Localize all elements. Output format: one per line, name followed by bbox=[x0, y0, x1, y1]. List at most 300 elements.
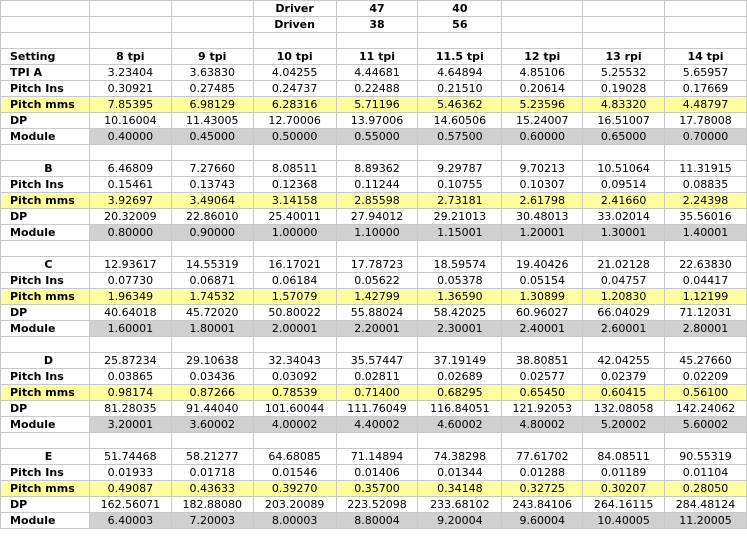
value-cell[interactable]: 38.80851 bbox=[502, 353, 583, 369]
value-cell[interactable]: 6.98129 bbox=[171, 97, 253, 113]
value-cell[interactable]: 15.24007 bbox=[502, 113, 583, 129]
value-cell[interactable]: 0.20614 bbox=[502, 81, 583, 97]
empty-cell[interactable] bbox=[583, 17, 665, 33]
empty-cell[interactable] bbox=[1, 145, 90, 161]
value-cell[interactable]: 223.52098 bbox=[336, 497, 418, 513]
value-cell[interactable]: 0.30207 bbox=[583, 481, 665, 497]
value-cell[interactable]: 4.80002 bbox=[502, 417, 583, 433]
value-cell[interactable]: 22.86010 bbox=[171, 209, 253, 225]
driver-value-a[interactable]: 47 bbox=[336, 1, 418, 17]
value-cell[interactable]: 142.24062 bbox=[665, 401, 747, 417]
empty-cell[interactable] bbox=[89, 145, 171, 161]
value-cell[interactable]: 0.05622 bbox=[336, 273, 418, 289]
empty-cell[interactable] bbox=[502, 17, 583, 33]
value-cell[interactable]: 2.30001 bbox=[418, 321, 502, 337]
value-cell[interactable]: 16.51007 bbox=[583, 113, 665, 129]
column-header[interactable] bbox=[502, 49, 583, 65]
value-cell[interactable]: 0.43633 bbox=[171, 481, 253, 497]
value-cell[interactable]: 58.21277 bbox=[171, 449, 253, 465]
value-cell[interactable]: 6.40003 bbox=[89, 513, 171, 529]
value-cell[interactable]: 0.98174 bbox=[89, 385, 171, 401]
empty-cell[interactable] bbox=[583, 241, 665, 257]
value-cell[interactable]: 4.00002 bbox=[253, 417, 336, 433]
empty-cell[interactable] bbox=[665, 33, 747, 49]
empty-cell[interactable] bbox=[336, 241, 418, 257]
value-cell[interactable]: 0.01933 bbox=[89, 465, 171, 481]
value-cell[interactable]: 0.12368 bbox=[253, 177, 336, 193]
empty-cell[interactable] bbox=[171, 145, 253, 161]
group-label[interactable]: E bbox=[1, 449, 90, 465]
value-cell[interactable]: 35.57447 bbox=[336, 353, 418, 369]
row-label[interactable]: Module bbox=[1, 417, 90, 433]
value-cell[interactable]: 66.04029 bbox=[583, 305, 665, 321]
empty-cell[interactable] bbox=[336, 433, 418, 449]
empty-cell[interactable] bbox=[336, 337, 418, 353]
value-cell[interactable]: 91.44040 bbox=[171, 401, 253, 417]
value-cell[interactable]: 1.20830 bbox=[583, 289, 665, 305]
empty-cell[interactable] bbox=[418, 337, 502, 353]
row-label[interactable]: Pitch Ins bbox=[1, 465, 90, 481]
value-cell[interactable]: 11.43005 bbox=[171, 113, 253, 129]
value-cell[interactable]: 1.80001 bbox=[171, 321, 253, 337]
empty-cell[interactable] bbox=[583, 433, 665, 449]
value-cell[interactable]: 1.12199 bbox=[665, 289, 747, 305]
value-cell[interactable]: 7.20003 bbox=[171, 513, 253, 529]
value-cell[interactable]: 2.24398 bbox=[665, 193, 747, 209]
value-cell[interactable]: 8.00003 bbox=[253, 513, 336, 529]
value-cell[interactable]: 90.55319 bbox=[665, 449, 747, 465]
value-cell[interactable]: 0.65000 bbox=[583, 129, 665, 145]
value-cell[interactable]: 2.40001 bbox=[502, 321, 583, 337]
value-cell[interactable]: 0.71400 bbox=[336, 385, 418, 401]
value-cell[interactable]: 1.20001 bbox=[502, 225, 583, 241]
value-cell[interactable]: 84.08511 bbox=[583, 449, 665, 465]
value-cell[interactable]: 42.04255 bbox=[583, 353, 665, 369]
value-cell[interactable]: 22.63830 bbox=[665, 257, 747, 273]
value-cell[interactable]: 4.04255 bbox=[253, 65, 336, 81]
value-cell[interactable]: 25.87234 bbox=[89, 353, 171, 369]
empty-cell[interactable] bbox=[665, 433, 747, 449]
value-cell[interactable]: 0.02689 bbox=[418, 369, 502, 385]
value-cell[interactable]: 0.19028 bbox=[583, 81, 665, 97]
value-cell[interactable]: 16.17021 bbox=[253, 257, 336, 273]
row-label[interactable]: Pitch mms bbox=[1, 289, 90, 305]
empty-cell[interactable] bbox=[1, 1, 90, 17]
row-label[interactable]: Pitch mms bbox=[1, 97, 90, 113]
empty-cell[interactable] bbox=[89, 17, 171, 33]
value-cell[interactable]: 77.61702 bbox=[502, 449, 583, 465]
empty-cell[interactable] bbox=[665, 17, 747, 33]
empty-cell[interactable] bbox=[253, 33, 336, 49]
value-cell[interactable]: 116.84051 bbox=[418, 401, 502, 417]
empty-cell[interactable] bbox=[418, 241, 502, 257]
value-cell[interactable]: 182.88080 bbox=[171, 497, 253, 513]
empty-cell[interactable] bbox=[89, 1, 171, 17]
value-cell[interactable]: 71.14894 bbox=[336, 449, 418, 465]
value-cell[interactable]: 3.63830 bbox=[171, 65, 253, 81]
value-cell[interactable]: 0.49087 bbox=[89, 481, 171, 497]
value-cell[interactable]: 10.16004 bbox=[89, 113, 171, 129]
value-cell[interactable]: 9.60004 bbox=[502, 513, 583, 529]
empty-cell[interactable] bbox=[418, 33, 502, 49]
value-cell[interactable]: 9.70213 bbox=[502, 161, 583, 177]
row-label[interactable]: Module bbox=[1, 513, 90, 529]
value-cell[interactable]: 3.92697 bbox=[89, 193, 171, 209]
value-cell[interactable]: 17.78008 bbox=[665, 113, 747, 129]
value-cell[interactable]: 25.40011 bbox=[253, 209, 336, 225]
value-cell[interactable]: 4.60002 bbox=[418, 417, 502, 433]
value-cell[interactable]: 0.06871 bbox=[171, 273, 253, 289]
value-cell[interactable]: 14.55319 bbox=[171, 257, 253, 273]
row-label[interactable]: Pitch mms bbox=[1, 385, 90, 401]
value-cell[interactable]: 0.87266 bbox=[171, 385, 253, 401]
value-cell[interactable]: 1.30899 bbox=[502, 289, 583, 305]
empty-cell[interactable] bbox=[665, 145, 747, 161]
value-cell[interactable]: 1.60001 bbox=[89, 321, 171, 337]
row-label[interactable]: Pitch Ins bbox=[1, 273, 90, 289]
driver-value-b[interactable]: 40 bbox=[418, 1, 502, 17]
value-cell[interactable]: 1.42799 bbox=[336, 289, 418, 305]
value-cell[interactable]: 71.12031 bbox=[665, 305, 747, 321]
value-cell[interactable]: 0.01104 bbox=[665, 465, 747, 481]
value-cell[interactable]: 111.76049 bbox=[336, 401, 418, 417]
group-label[interactable]: D bbox=[1, 353, 90, 369]
value-cell[interactable]: 1.10000 bbox=[336, 225, 418, 241]
value-cell[interactable]: 20.32009 bbox=[89, 209, 171, 225]
value-cell[interactable]: 58.42025 bbox=[418, 305, 502, 321]
value-cell[interactable]: 0.02577 bbox=[502, 369, 583, 385]
value-cell[interactable]: 0.05154 bbox=[502, 273, 583, 289]
value-cell[interactable]: 8.80004 bbox=[336, 513, 418, 529]
empty-cell[interactable] bbox=[253, 145, 336, 161]
value-cell[interactable]: 0.40000 bbox=[89, 129, 171, 145]
value-cell[interactable]: 0.57500 bbox=[418, 129, 502, 145]
value-cell[interactable]: 4.40002 bbox=[336, 417, 418, 433]
value-cell[interactable]: 0.01546 bbox=[253, 465, 336, 481]
row-label[interactable]: DP bbox=[1, 209, 90, 225]
empty-cell[interactable] bbox=[171, 1, 253, 17]
group-label[interactable]: B bbox=[1, 161, 90, 177]
empty-cell[interactable] bbox=[502, 241, 583, 257]
value-cell[interactable]: 19.40426 bbox=[502, 257, 583, 273]
value-cell[interactable]: 3.20001 bbox=[89, 417, 171, 433]
empty-cell[interactable] bbox=[583, 145, 665, 161]
empty-cell[interactable] bbox=[418, 433, 502, 449]
column-header[interactable] bbox=[171, 49, 253, 65]
value-cell[interactable]: 0.55000 bbox=[336, 129, 418, 145]
value-cell[interactable]: 0.10755 bbox=[418, 177, 502, 193]
value-cell[interactable]: 4.48797 bbox=[665, 97, 747, 113]
value-cell[interactable]: 0.50000 bbox=[253, 129, 336, 145]
value-cell[interactable]: 0.21510 bbox=[418, 81, 502, 97]
value-cell[interactable]: 0.90000 bbox=[171, 225, 253, 241]
value-cell[interactable]: 0.80000 bbox=[89, 225, 171, 241]
empty-cell[interactable] bbox=[253, 337, 336, 353]
value-cell[interactable]: 4.64894 bbox=[418, 65, 502, 81]
value-cell[interactable]: 132.08058 bbox=[583, 401, 665, 417]
value-cell[interactable]: 11.20005 bbox=[665, 513, 747, 529]
empty-cell[interactable] bbox=[171, 337, 253, 353]
empty-cell[interactable] bbox=[502, 33, 583, 49]
value-cell[interactable]: 55.88024 bbox=[336, 305, 418, 321]
empty-cell[interactable] bbox=[1, 241, 90, 257]
value-cell[interactable]: 17.78723 bbox=[336, 257, 418, 273]
value-cell[interactable]: 4.85106 bbox=[502, 65, 583, 81]
column-header[interactable] bbox=[418, 49, 502, 65]
value-cell[interactable]: 0.03865 bbox=[89, 369, 171, 385]
value-cell[interactable]: 121.92053 bbox=[502, 401, 583, 417]
empty-cell[interactable] bbox=[1, 17, 90, 33]
value-cell[interactable]: 35.56016 bbox=[665, 209, 747, 225]
empty-cell[interactable] bbox=[171, 33, 253, 49]
value-cell[interactable]: 60.96027 bbox=[502, 305, 583, 321]
value-cell[interactable]: 0.02209 bbox=[665, 369, 747, 385]
value-cell[interactable]: 0.09514 bbox=[583, 177, 665, 193]
group-label[interactable]: TPI A bbox=[1, 65, 90, 81]
value-cell[interactable]: 45.27660 bbox=[665, 353, 747, 369]
empty-cell[interactable] bbox=[583, 337, 665, 353]
module-row bbox=[1, 513, 747, 529]
value-cell[interactable]: 0.60000 bbox=[502, 129, 583, 145]
empty-cell[interactable] bbox=[171, 17, 253, 33]
value-cell[interactable]: 0.65450 bbox=[502, 385, 583, 401]
value-cell[interactable]: 0.08835 bbox=[665, 177, 747, 193]
empty-cell[interactable] bbox=[89, 241, 171, 257]
value-cell[interactable]: 3.60002 bbox=[171, 417, 253, 433]
value-cell[interactable]: 0.15461 bbox=[89, 177, 171, 193]
value-cell[interactable]: 0.30921 bbox=[89, 81, 171, 97]
value-cell[interactable]: 2.41660 bbox=[583, 193, 665, 209]
empty-cell[interactable] bbox=[253, 241, 336, 257]
row-label[interactable]: Module bbox=[1, 129, 90, 145]
value-cell[interactable]: 1.15001 bbox=[418, 225, 502, 241]
value-cell[interactable]: 2.61798 bbox=[502, 193, 583, 209]
value-cell[interactable]: 0.13743 bbox=[171, 177, 253, 193]
value-cell[interactable]: 0.32725 bbox=[502, 481, 583, 497]
setting-header[interactable]: Setting bbox=[1, 49, 90, 65]
empty-cell[interactable] bbox=[665, 241, 747, 257]
empty-cell[interactable] bbox=[336, 145, 418, 161]
empty-cell[interactable] bbox=[336, 33, 418, 49]
value-cell[interactable]: 33.02014 bbox=[583, 209, 665, 225]
value-cell[interactable]: 203.20089 bbox=[253, 497, 336, 513]
value-cell[interactable]: 74.38298 bbox=[418, 449, 502, 465]
row-label[interactable]: DP bbox=[1, 497, 90, 513]
value-cell[interactable]: 5.46362 bbox=[418, 97, 502, 113]
value-cell[interactable]: 5.71196 bbox=[336, 97, 418, 113]
row-label[interactable]: Pitch mms bbox=[1, 481, 90, 497]
value-cell[interactable]: 27.94012 bbox=[336, 209, 418, 225]
value-cell[interactable]: 12.70006 bbox=[253, 113, 336, 129]
value-cell[interactable]: 0.39270 bbox=[253, 481, 336, 497]
value-cell[interactable]: 21.02128 bbox=[583, 257, 665, 273]
value-cell[interactable]: 0.02379 bbox=[583, 369, 665, 385]
driver-label[interactable]: Driver bbox=[253, 1, 336, 17]
value-cell[interactable]: 1.36590 bbox=[418, 289, 502, 305]
empty-cell[interactable] bbox=[253, 433, 336, 449]
column-header[interactable] bbox=[89, 49, 171, 65]
value-cell[interactable]: 284.48124 bbox=[665, 497, 747, 513]
value-cell[interactable]: 50.80022 bbox=[253, 305, 336, 321]
value-cell[interactable]: 18.59574 bbox=[418, 257, 502, 273]
empty-cell[interactable] bbox=[583, 1, 665, 17]
value-cell[interactable]: 45.72020 bbox=[171, 305, 253, 321]
row-label[interactable]: Module bbox=[1, 225, 90, 241]
value-cell[interactable]: 0.04417 bbox=[665, 273, 747, 289]
value-cell[interactable]: 0.78539 bbox=[253, 385, 336, 401]
row-label[interactable]: DP bbox=[1, 113, 90, 129]
value-cell[interactable]: 1.74532 bbox=[171, 289, 253, 305]
value-cell[interactable]: 30.48013 bbox=[502, 209, 583, 225]
value-cell[interactable]: 0.03092 bbox=[253, 369, 336, 385]
value-cell[interactable]: 8.89362 bbox=[336, 161, 418, 177]
value-cell[interactable]: 6.28316 bbox=[253, 97, 336, 113]
value-cell[interactable]: 0.34148 bbox=[418, 481, 502, 497]
value-cell[interactable]: 10.51064 bbox=[583, 161, 665, 177]
value-cell[interactable]: 0.01288 bbox=[502, 465, 583, 481]
value-cell[interactable]: 29.10638 bbox=[171, 353, 253, 369]
value-cell[interactable]: 37.19149 bbox=[418, 353, 502, 369]
value-cell[interactable]: 9.29787 bbox=[418, 161, 502, 177]
driven-value-a[interactable]: 38 bbox=[336, 17, 418, 33]
value-cell[interactable]: 233.68102 bbox=[418, 497, 502, 513]
value-cell[interactable]: 7.27660 bbox=[171, 161, 253, 177]
empty-cell[interactable] bbox=[502, 433, 583, 449]
driven-value-b[interactable]: 56 bbox=[418, 17, 502, 33]
column-header[interactable] bbox=[583, 49, 665, 65]
empty-cell[interactable] bbox=[89, 433, 171, 449]
value-cell[interactable]: 5.25532 bbox=[583, 65, 665, 81]
value-cell[interactable]: 4.83320 bbox=[583, 97, 665, 113]
value-cell[interactable]: 0.28050 bbox=[665, 481, 747, 497]
value-cell[interactable]: 2.80001 bbox=[665, 321, 747, 337]
value-cell[interactable]: 1.00000 bbox=[253, 225, 336, 241]
empty-cell[interactable] bbox=[665, 1, 747, 17]
row-label[interactable]: Pitch Ins bbox=[1, 369, 90, 385]
value-cell[interactable]: 1.96349 bbox=[89, 289, 171, 305]
value-cell[interactable]: 0.01189 bbox=[583, 465, 665, 481]
empty-cell[interactable] bbox=[502, 145, 583, 161]
column-header[interactable] bbox=[336, 49, 418, 65]
value-cell[interactable]: 2.00001 bbox=[253, 321, 336, 337]
value-cell[interactable]: 2.73181 bbox=[418, 193, 502, 209]
value-cell[interactable]: 8.08511 bbox=[253, 161, 336, 177]
value-cell[interactable]: 0.17669 bbox=[665, 81, 747, 97]
value-cell[interactable]: 0.10307 bbox=[502, 177, 583, 193]
value-cell[interactable]: 0.35700 bbox=[336, 481, 418, 497]
pitch-ins-row bbox=[1, 81, 747, 97]
row-label[interactable]: Pitch mms bbox=[1, 193, 90, 209]
empty-cell[interactable] bbox=[89, 33, 171, 49]
value-cell[interactable]: 0.06184 bbox=[253, 273, 336, 289]
column-header[interactable] bbox=[665, 49, 747, 65]
row-label[interactable]: Pitch Ins bbox=[1, 81, 90, 97]
value-cell[interactable]: 29.21013 bbox=[418, 209, 502, 225]
empty-cell[interactable] bbox=[1, 433, 90, 449]
value-cell[interactable]: 0.04757 bbox=[583, 273, 665, 289]
value-cell[interactable]: 5.20002 bbox=[583, 417, 665, 433]
value-cell[interactable]: 32.34043 bbox=[253, 353, 336, 369]
value-cell[interactable]: 5.60002 bbox=[665, 417, 747, 433]
value-cell[interactable]: 162.56071 bbox=[89, 497, 171, 513]
value-cell[interactable]: 6.46809 bbox=[89, 161, 171, 177]
value-cell[interactable]: 0.11244 bbox=[336, 177, 418, 193]
value-cell[interactable]: 51.74468 bbox=[89, 449, 171, 465]
value-cell[interactable]: 2.20001 bbox=[336, 321, 418, 337]
value-cell[interactable]: 0.60415 bbox=[583, 385, 665, 401]
value-cell[interactable]: 0.07730 bbox=[89, 273, 171, 289]
value-cell[interactable]: 64.68085 bbox=[253, 449, 336, 465]
empty-cell[interactable] bbox=[171, 241, 253, 257]
value-cell[interactable]: 14.60506 bbox=[418, 113, 502, 129]
value-cell[interactable]: 0.45000 bbox=[171, 129, 253, 145]
pitch-ins-row bbox=[1, 273, 747, 289]
driven-label[interactable]: Driven bbox=[253, 17, 336, 33]
value-cell[interactable]: 9.20004 bbox=[418, 513, 502, 529]
value-cell[interactable]: 3.23404 bbox=[89, 65, 171, 81]
empty-cell[interactable] bbox=[89, 337, 171, 353]
value-cell[interactable]: 0.03436 bbox=[171, 369, 253, 385]
value-cell[interactable]: 0.01718 bbox=[171, 465, 253, 481]
value-cell[interactable]: 3.14158 bbox=[253, 193, 336, 209]
value-cell[interactable]: 3.49064 bbox=[171, 193, 253, 209]
value-cell[interactable]: 40.64018 bbox=[89, 305, 171, 321]
row-label[interactable]: DP bbox=[1, 305, 90, 321]
empty-cell[interactable] bbox=[583, 33, 665, 49]
empty-cell[interactable] bbox=[502, 1, 583, 17]
value-cell[interactable]: 13.97006 bbox=[336, 113, 418, 129]
value-cell[interactable]: 243.84106 bbox=[502, 497, 583, 513]
value-cell[interactable]: 1.30001 bbox=[583, 225, 665, 241]
value-cell[interactable]: 10.40005 bbox=[583, 513, 665, 529]
group-label[interactable]: C bbox=[1, 257, 90, 273]
empty-cell[interactable] bbox=[1, 33, 90, 49]
value-cell[interactable]: 0.22488 bbox=[336, 81, 418, 97]
value-cell[interactable]: 0.27485 bbox=[171, 81, 253, 97]
empty-cell[interactable] bbox=[1, 337, 90, 353]
value-cell[interactable]: 0.01344 bbox=[418, 465, 502, 481]
value-cell[interactable]: 0.01406 bbox=[336, 465, 418, 481]
value-cell[interactable]: 4.44681 bbox=[336, 65, 418, 81]
value-cell[interactable]: 5.65957 bbox=[665, 65, 747, 81]
row-label[interactable]: Pitch Ins bbox=[1, 177, 90, 193]
value-cell[interactable]: 0.05378 bbox=[418, 273, 502, 289]
empty-cell[interactable] bbox=[665, 337, 747, 353]
row-label[interactable]: DP bbox=[1, 401, 90, 417]
value-cell[interactable]: 5.23596 bbox=[502, 97, 583, 113]
value-cell[interactable]: 2.85598 bbox=[336, 193, 418, 209]
empty-cell[interactable] bbox=[418, 145, 502, 161]
empty-cell[interactable] bbox=[502, 337, 583, 353]
value-cell[interactable]: 0.02811 bbox=[336, 369, 418, 385]
value-cell[interactable]: 2.60001 bbox=[583, 321, 665, 337]
row-label[interactable]: Module bbox=[1, 321, 90, 337]
value-cell[interactable]: 12.93617 bbox=[89, 257, 171, 273]
value-cell[interactable]: 11.31915 bbox=[665, 161, 747, 177]
value-cell[interactable]: 7.85395 bbox=[89, 97, 171, 113]
value-cell[interactable]: 0.24737 bbox=[253, 81, 336, 97]
empty-cell[interactable] bbox=[171, 433, 253, 449]
value-cell[interactable]: 81.28035 bbox=[89, 401, 171, 417]
value-cell[interactable]: 0.68295 bbox=[418, 385, 502, 401]
value-cell[interactable]: 0.70000 bbox=[665, 129, 747, 145]
value-cell[interactable]: 101.60044 bbox=[253, 401, 336, 417]
value-cell[interactable]: 1.40001 bbox=[665, 225, 747, 241]
value-cell[interactable]: 1.57079 bbox=[253, 289, 336, 305]
value-cell[interactable]: 0.56100 bbox=[665, 385, 747, 401]
value-cell[interactable]: 264.16115 bbox=[583, 497, 665, 513]
column-header[interactable] bbox=[253, 49, 336, 65]
